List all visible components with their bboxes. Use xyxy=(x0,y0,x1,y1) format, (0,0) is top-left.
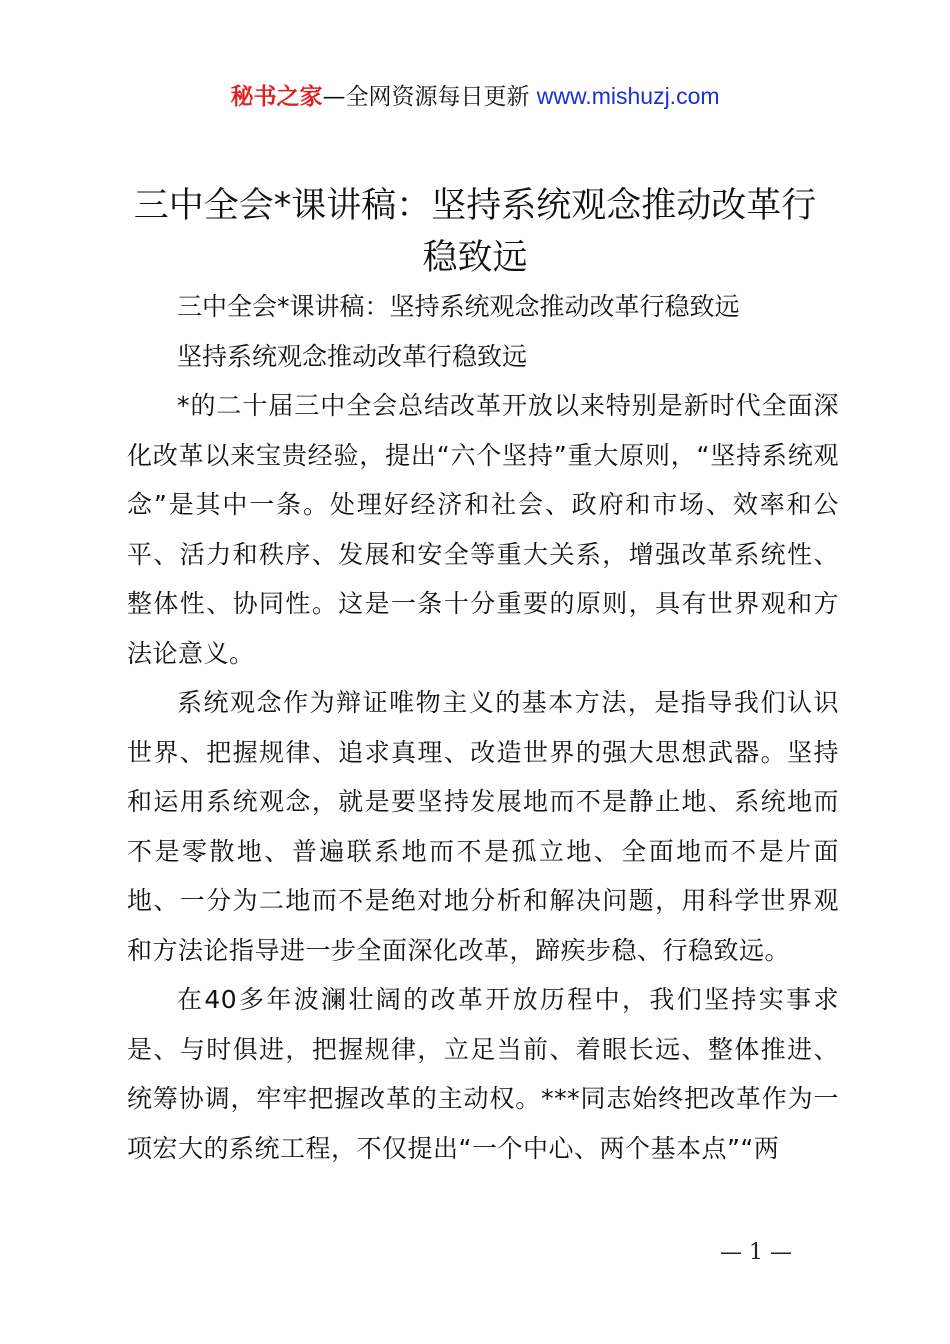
page-number: — 1 — xyxy=(720,1240,792,1265)
site-brand: 秘书之家 xyxy=(230,84,323,110)
site-tagline: —全网资源每日更新 xyxy=(322,84,530,110)
body-paragraph: 坚持系统观念推动改革行稳致远 xyxy=(177,341,528,371)
body-paragraph: *的二十届三中全会总结改革开放以来特别是新时代全面深化改革以来宝贵经验，提出“六个坚持”重大原则，“坚持系统观念”是其中一条。处理好经济和社会、政府和市场、效率和公平、活力和秩序、发展和安全等重大关系，增强改革系统性、整体性、协同性。这是一条十分重要的原则，具有世界观和方法论意义。 xyxy=(127,391,839,668)
document-body xyxy=(127,282,839,1173)
body-paragraph: 在40多年波澜壮阔的改革开放历程中，我们坚持实事求是、与时俱进，把握规律，立足当前、着眼长远、整体推进、统筹协调，牢牢把握改革的主动权。***同志始终把改革作为一项宏大的系统工程，不仅提出“一个中心、两个基本点”“两 xyxy=(127,985,839,1163)
site-header xyxy=(0,80,950,113)
site-url-link[interactable]: www.mishuzj.com xyxy=(536,83,720,109)
document-title: 三中全会*课讲稿：坚持系统观念推动改革行稳致远 xyxy=(133,186,817,278)
body-paragraph: 三中全会*课讲稿：坚持系统观念推动改革行稳致远 xyxy=(177,292,740,321)
body-paragraph: 系统观念作为辩证唯物主义的基本方法，是指导我们认识世界、把握规律、追求真理、改造世界的强大思想武器。坚持和运用系统观念，就是要坚持发展地而不是静止地、系统地而不是零散地、普遍联系地而不是孤立地、全面地而不是片面地、一分为二地而不是绝对地分析和解决问题，用科学世界观和方法论指导进一步全面深化改革，蹄疾步稳、行稳致远。 xyxy=(127,688,839,965)
